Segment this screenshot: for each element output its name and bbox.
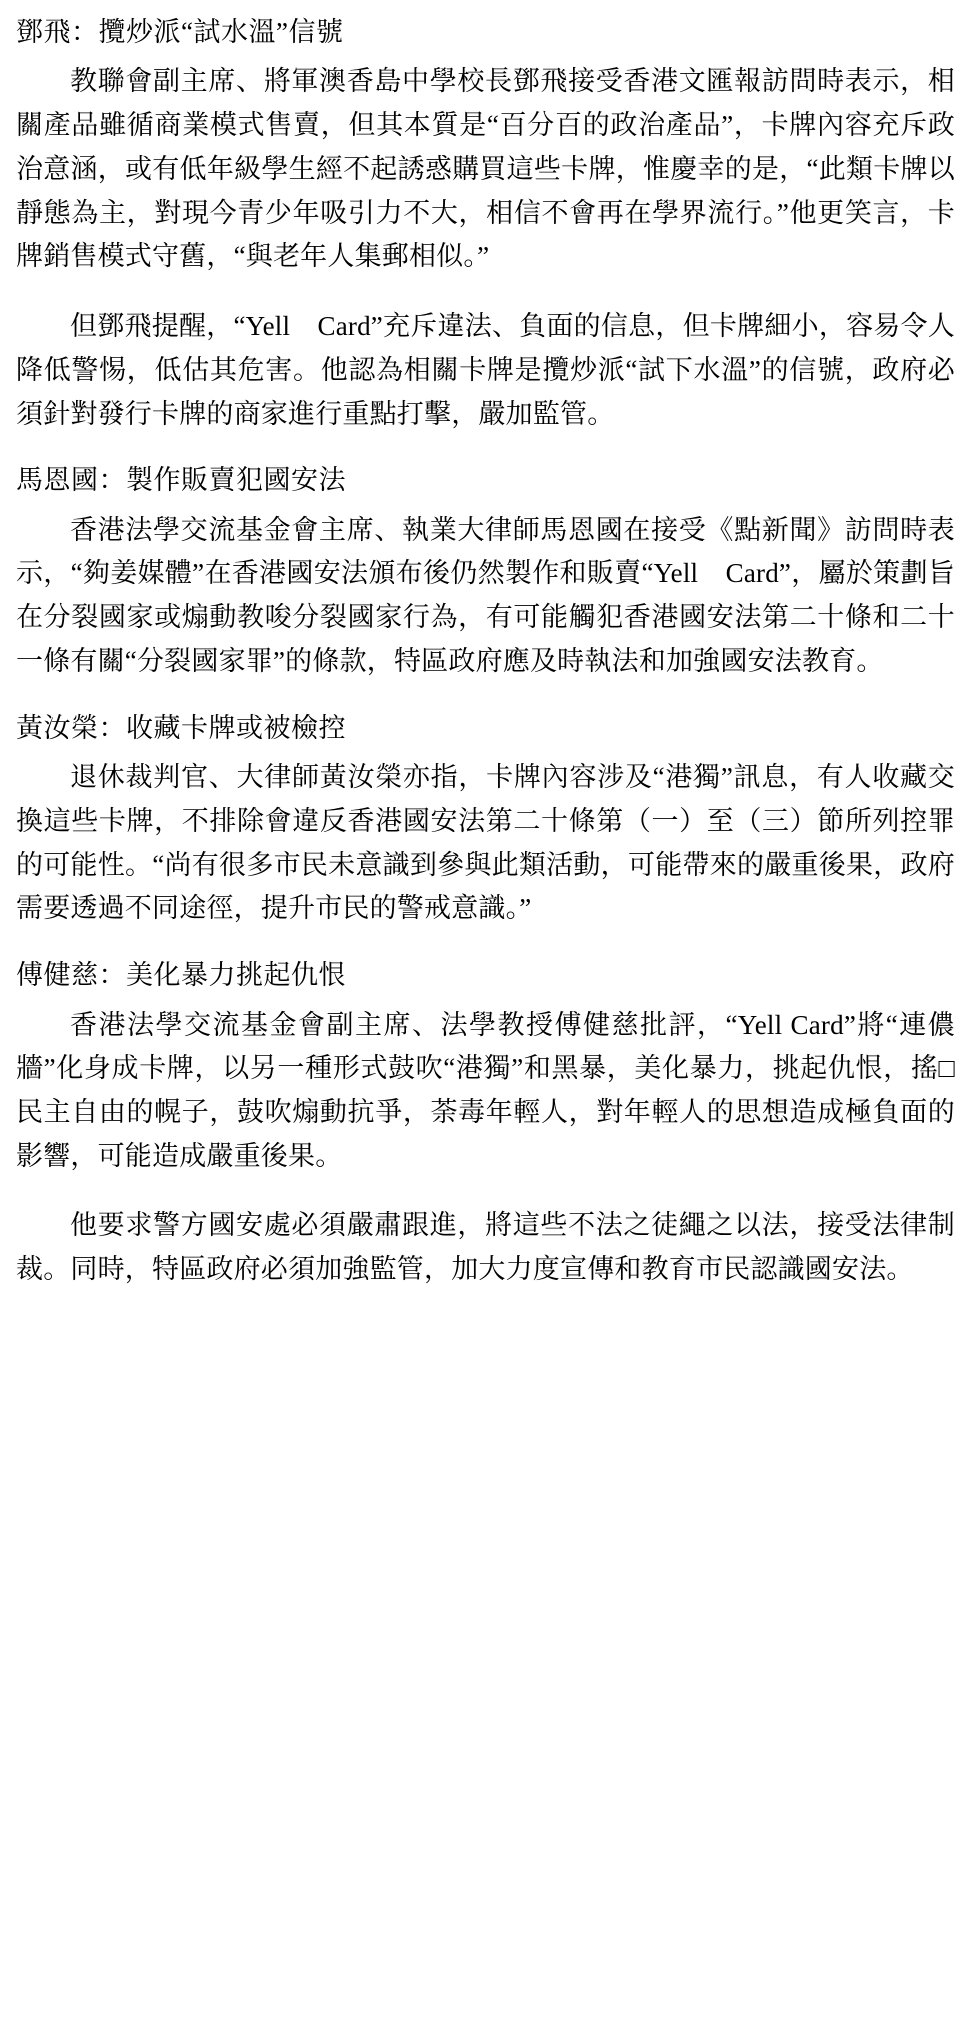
paragraph: 教聯會副主席、將軍澳香島中學校長鄧飛接受香港文匯報訪問時表示，相關產品雖循商業模式售賣，但其本質是“百分百的政治產品”，卡牌內容充斥政治意涵，或有低年級學生經不起誘惑購買這些卡牌，惟慶幸的是，“此類卡牌以靜態為主，對現今青少年吸引力不大，相信不會再在學界流行。”他更笑言，卡牌銷售模式守舊，“與老年人集郵相似。” xyxy=(16,66,955,272)
article-section-3 xyxy=(16,710,955,931)
paragraph: 他要求警方國安處必須嚴肅跟進，將這些不法之徒繩之以法，接受法律制裁。同時，特區政府必須加強監管，加大力度宣傳和教育市民認識國安法。 xyxy=(16,1210,955,1285)
section-heading: 黃汝榮：收藏卡牌或被檢控 xyxy=(16,712,346,743)
paragraph: 退休裁判官、大律師黃汝榮亦指，卡牌內容涉及“港獨”訊息，有人收藏交換這些卡牌，不排除會違反香港國安法第二十條第（一）至（三）節所列控罪的可能性。“尚有很多市民未意識到參與此類活動，可能帶來的嚴重後果，政府需要透過不同途徑，提升市民的警戒意識。” xyxy=(16,762,955,924)
section-heading: 馬恩國：製作販賣犯國安法 xyxy=(16,465,346,496)
article-section-4 xyxy=(16,957,955,1292)
article-section-1 xyxy=(16,14,955,436)
section-heading: 鄧飛：攬炒派“試水溫”信號 xyxy=(16,17,344,47)
article-section-2 xyxy=(16,462,955,683)
paragraph: 但鄧飛提醒，“Yell Card”充斥違法、負面的信息，但卡牌細小，容易令人降低警惕，低估其危害。他認為相關卡牌是攬炒派“試下水溫”的信號，政府必須針對發行卡牌的商家進行重點打擊，嚴加監管。 xyxy=(16,311,955,429)
paragraph: 香港法學交流基金會副主席、法學教授傅健慈批評，“Yell Card”將“連儂牆”化身成卡牌，以另一種形式鼓吹“港獨”和黑暴，美化暴力，挑起仇恨，搖□民主自由的幌子，鼓吹煽動抗爭，荼毒年輕人，對年輕人的思想造成極負面的影響，可能造成嚴重後果。 xyxy=(16,1009,955,1171)
paragraph: 香港法學交流基金會主席、執業大律師馬恩國在接受《點新聞》訪問時表示，“夠姜媒體”在香港國安法頒布後仍然製作和販賣“Yell Card”，屬於策劃旨在分裂國家或煽動教唆分裂國家行為，有可能觸犯香港國安法第二十條和二十一條有關“分裂國家罪”的條款，特區政府應及時執法和加強國安法教育。 xyxy=(16,514,955,676)
section-heading: 傅健慈：美化暴力挑起仇恨 xyxy=(16,960,346,991)
